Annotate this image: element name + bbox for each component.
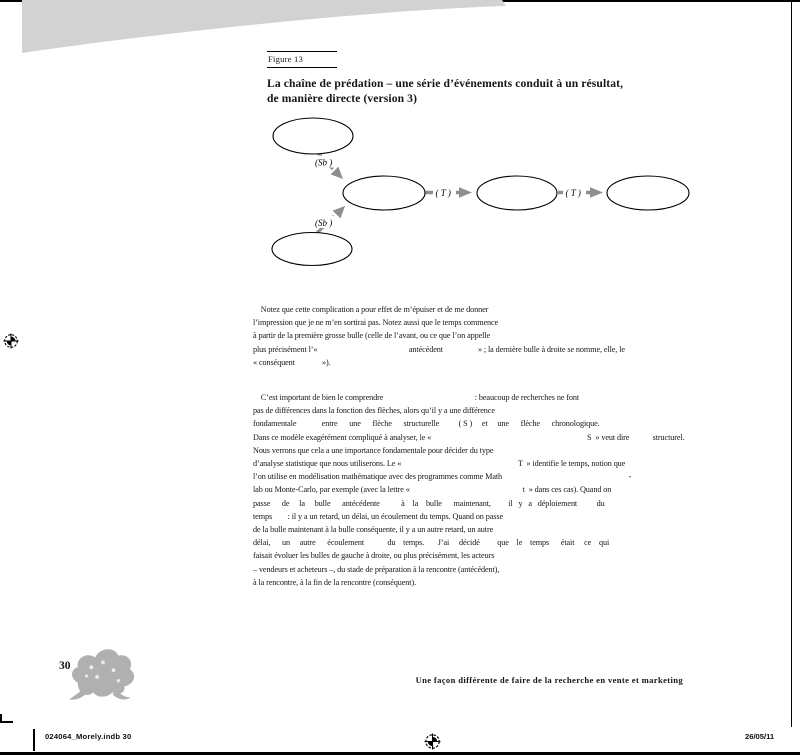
sb-label-bottom: (Sb ) [315,218,333,228]
text-line: fondamentale entre une flèche structurelle ( S ) et une flèche chronologique. [253,419,600,429]
text-line: « conséquent »). [253,357,331,367]
proof-file-label: 024064_Morely.indb 30 [45,732,132,741]
text-line: pas de différences dans la fonction des flèches, alors qu’il y a une différence [253,406,495,416]
paragraph-1 [253,303,625,369]
text-line: C’est important de bien le comprendre : beaucoup de recherches ne font [253,393,580,402]
frog-logo-icon [62,644,140,702]
arrowhead [459,187,472,197]
crop-tick-mark [33,729,35,751]
registration-mark-icon [424,733,441,750]
t-label-second: ( T ) [565,188,581,198]
corner-crop-mark [0,721,13,723]
text-line: l’on utilise en modélisation mathématique avec des programmes comme Math - [253,472,632,482]
predation-chain-diagram [0,0,800,300]
sb-label-top: (Sb ) [315,157,333,168]
text-line: lab ou Monte-Carlo, par exemple (avec la lettre « t » dans ces cas). Quand on [253,485,612,495]
paragraph-2 [253,391,685,589]
bubble-middle-right [477,176,557,210]
text-line: à la rencontre, à la fin de la rencontre (conséquent). [253,577,417,587]
text-line: d’analyse statistique que nous utiliserons. Le « T » identifie le temps, notion que [253,459,626,469]
text-line: délai, un autre écoulement du temps. J’ai décidé que le temps était ce qui [253,538,610,548]
text-line: passe de la bulle antécédente à la bulle maintenant, il y a déploiement du [253,498,605,508]
text-line: l’impression que je ne m’en sortirai pas. Notez aussi que le temps commence [253,318,499,328]
t-label-first: ( T ) [435,188,451,198]
bubble-center [343,176,425,210]
text-line: Nous verrons que cela a une importance fondamentale pour décider du type [253,445,494,455]
text-line: de la bulle maintenant à la bulle conséquente, il y a un autre retard, un autre [253,525,494,535]
text-line: – vendeurs et acheteurs –, du stade de préparation à la rencontre (antécédent), [253,564,500,574]
bubble-bottom-left [272,233,352,266]
figure-label: Figure 13 [267,51,337,68]
text-line: temps : il y a un retard, un délai, un écoulement du temps. Quand on passe [253,511,503,521]
proof-date-stamp: 26/05/11 [745,732,775,741]
page-number: 30 [59,660,71,672]
text-line: plus précisément l’« antécédent » ; la dernière bulle à droite se nomme, elle, le [253,344,625,354]
text-line: à partir de la première grosse bulle (celle de l’avant, ou ce que l’on appelle [253,331,491,341]
registration-mark-icon [3,333,19,349]
figure-title-line2: de manière directe (version 3) [267,92,418,105]
figure-title-line1: La chaîne de prédation – une série d’événements conduit à un résultat, [267,77,624,90]
running-title: Une façon différente de faire de la recherche en vente et marketing [415,675,683,685]
text-line: faisait évoluer les bulles de gauche à droite, ou plus précisément, les acteurs [253,551,495,561]
bubble-far-right [607,176,689,210]
bubble-top-left [273,118,353,154]
bottom-trim-line [0,752,800,755]
arrowhead [590,187,603,197]
text-line: Dans ce modèle exagérément compliqué à analyser, le « S » veut dire structurel. [253,432,685,442]
text-line: Notez que cette complication a pour effet de m’épuiser et de me donner [253,305,489,314]
